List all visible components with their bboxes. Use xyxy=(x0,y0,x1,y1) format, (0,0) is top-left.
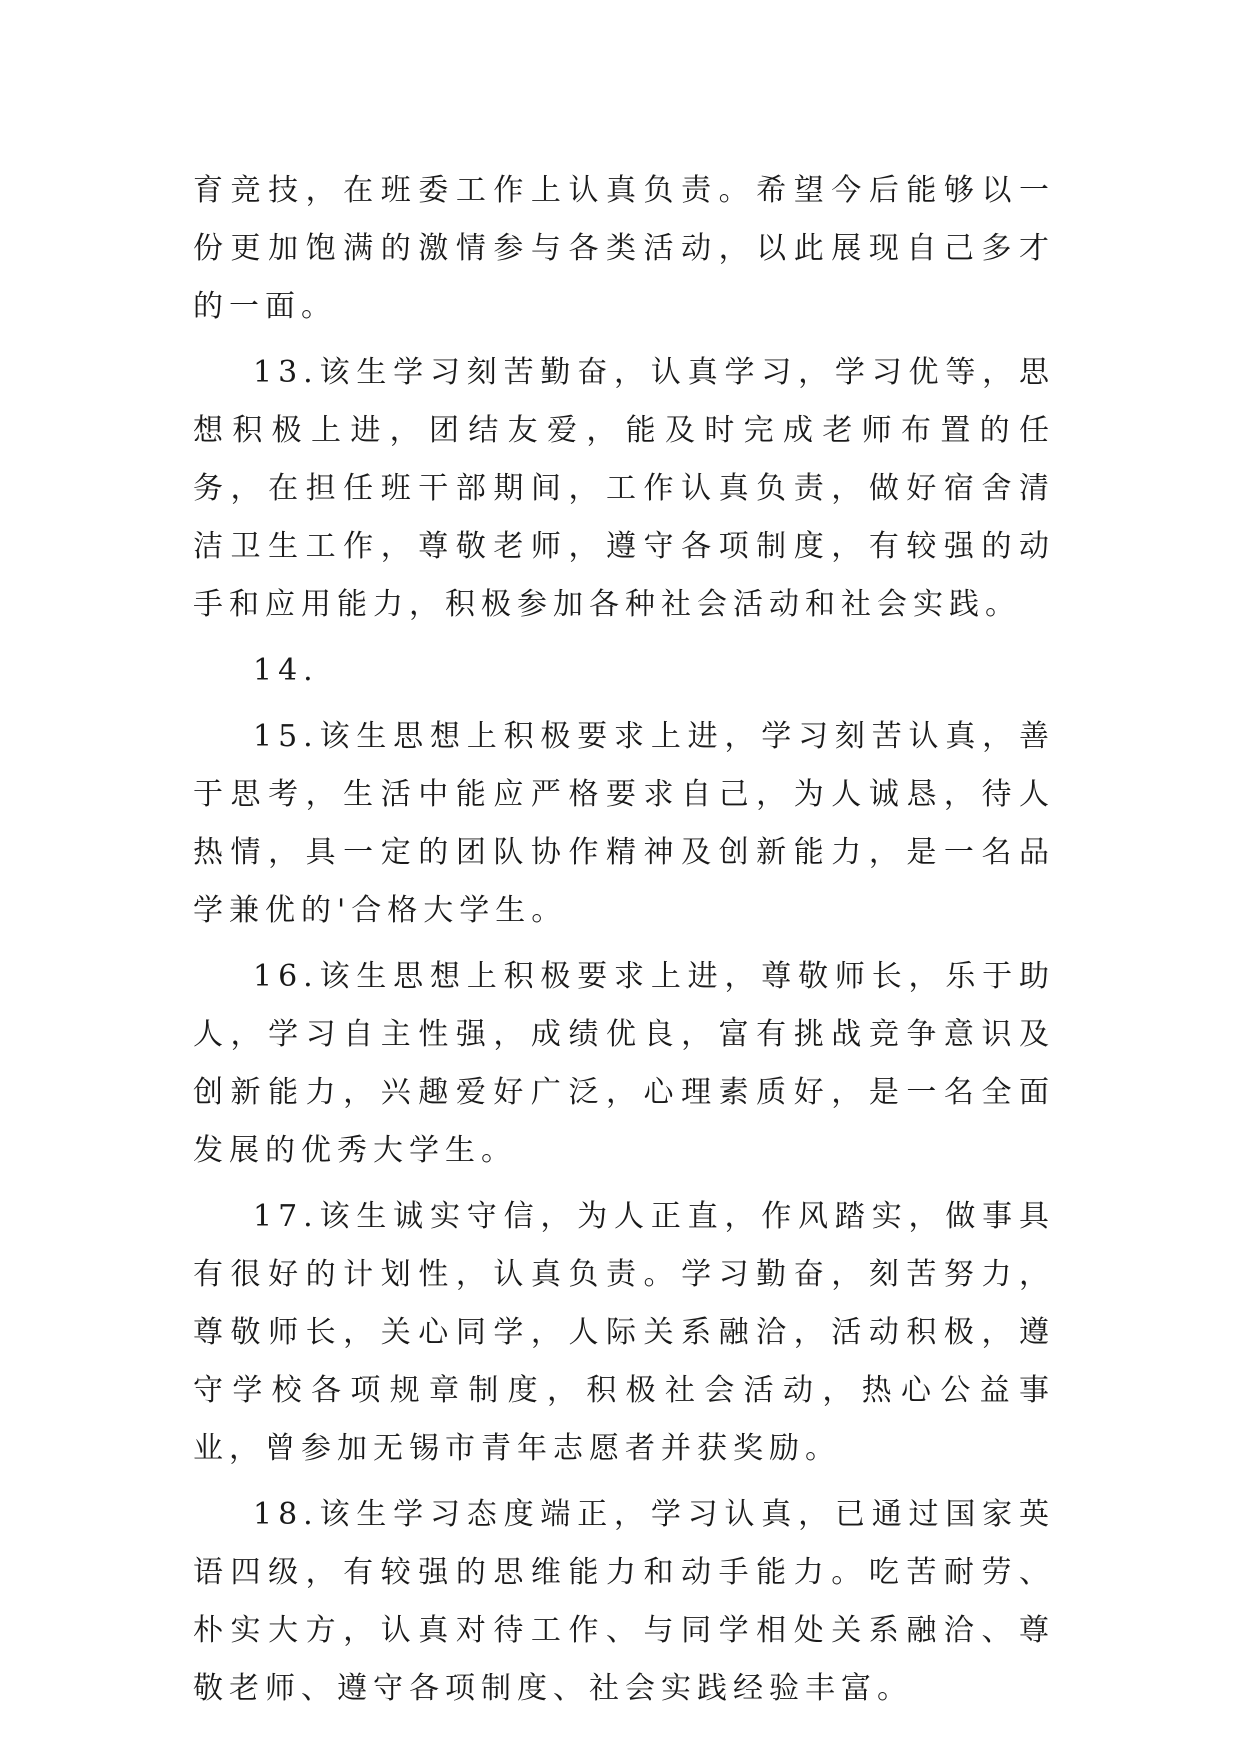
paragraph-item-18: 18.该生学习态度端正，学习认真，已通过国家英语四级，有较强的思维能力和动手能力。吃苦耐劳、朴实大方，认真对待工作、与同学相处关系融洽、尊敬老师、遵守各项制度、社会实践经验丰富。 xyxy=(193,1497,1055,1706)
paragraph-item-14: 14. xyxy=(253,653,319,688)
paragraph-item-15: 15.该生思想上积极要求上进，学习刻苦认真，善于思考，生活中能应严格要求自己，为人诚恳，待人热情，具一定的团队协作精神及创新能力，是一名品学兼优的'合格大学生。 xyxy=(193,719,1055,928)
paragraph-item-13: 13.该生学习刻苦勤奋，认真学习，学习优等，思想积极上进，团结友爱，能及时完成老师布置的任务，在担任班干部期间，工作认真负责，做好宿舍清洁卫生工作，尊敬老师，遵守各项制度，有较强的动手和应用能力，积极参加各种社会活动和社会实践。 xyxy=(193,355,1055,622)
paragraph-continuation: 育竞技，在班委工作上认真负责。希望今后能够以一份更加饱满的激情参与各类活动，以此展现自己多才的一面。 xyxy=(193,173,1055,324)
document-body xyxy=(193,162,1055,1726)
paragraph-item-17: 17.该生诚实守信，为人正直，作风踏实，做事具有很好的计划性，认真负责。学习勤奋，刻苦努力，尊敬师长，关心同学，人际关系融洽，活动积极，遵守学校各项规章制度，积极社会活动，热心公益事业，曾参加无锡市青年志愿者并获奖励。 xyxy=(193,1199,1055,1466)
paragraph-item-16: 16.该生思想上积极要求上进，尊敬师长，乐于助人，学习自主性强，成绩优良，富有挑战竞争意识及创新能力，兴趣爱好广泛，心理素质好，是一名全面发展的优秀大学生。 xyxy=(193,959,1055,1168)
